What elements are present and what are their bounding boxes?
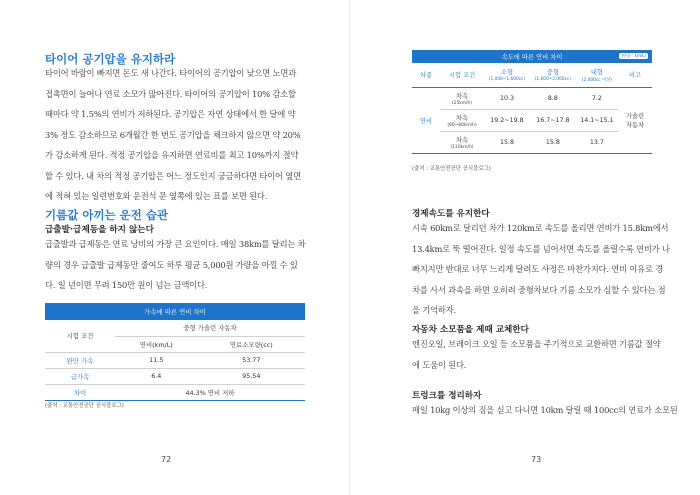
col-note: 비고 xyxy=(618,63,652,87)
page-number: 73 xyxy=(531,455,542,464)
col-group: 중형 가솔린 자동차 xyxy=(115,320,305,336)
cell: 8.8 xyxy=(530,87,576,109)
text-line: 매일 10kg 이상의 짐을 싣고 다니면 10km 달릴 때 100cc의 연료가 소모된 xyxy=(412,405,678,415)
note-line: 가솔린 xyxy=(625,113,645,120)
col-small xyxy=(484,63,530,87)
col-car-type: 차종 xyxy=(412,63,440,87)
note-cell xyxy=(618,87,652,153)
car-type-cell: 연비 xyxy=(412,87,440,153)
cell: 16.7~17.8 xyxy=(530,109,576,131)
col-name: 대형 xyxy=(590,68,603,76)
cond-label: 차속 xyxy=(455,136,469,144)
heading-tire-pressure: 타이어 공기압을 유지하라 xyxy=(45,52,176,66)
table-title xyxy=(412,50,652,63)
table-row xyxy=(45,352,305,368)
paragraph-economic-speed xyxy=(412,218,684,321)
speed-fuel-table xyxy=(412,50,652,154)
cell: 15.8 xyxy=(530,131,576,153)
text-line: 시속 60km로 달리던 차가 120km로 속도를 올리면 연비가 15.8km에서 xyxy=(412,223,669,233)
text-line: 을 기억하자. xyxy=(412,305,456,315)
cell: 14.1~15.1 xyxy=(576,109,618,131)
table-title-text: 속도에 따른 연비 차이 xyxy=(501,54,563,61)
text-line: 때마다 약 1.5%의 연비가 저하된다. 공기압은 자연 상태에서 한 달에 약 xyxy=(45,109,296,119)
text-line: 할 수 있다. 내 차의 적정 공기압은 어느 정도인지 궁금하다면 타이어 옆면 xyxy=(45,170,301,181)
cell: 15.8 xyxy=(484,131,530,153)
text-line: 접촉면이 늘어나 연료 소모가 많아진다. 타이어의 공기압이 10% 감소할 xyxy=(45,88,296,99)
col-medium xyxy=(530,63,576,87)
col-fuel-consumption: 연료소모량(cc) xyxy=(198,336,305,352)
text-line: 타이어 바람이 빠지면 돈도 새 나간다. 타이어의 공기압이 낮으면 노면과 xyxy=(45,68,297,78)
table-row xyxy=(412,87,652,109)
paragraph-clean-trunk xyxy=(412,400,684,421)
text-line: 다. 일 년이면 무려 150만 원이 넘는 금액이다. xyxy=(45,280,208,290)
text-line: 급출발과 급제동은 연료 낭비의 가장 큰 요인이다. 매일 38km를 달리는 차 xyxy=(45,239,306,249)
col-name: 소형 xyxy=(500,69,514,77)
col-condition: 시험 조건 xyxy=(440,63,484,87)
text-line: 13.4km로 뚝 떨어진다. 일정 속도를 넘어서면 속도를 올릴수록 연비가 나 xyxy=(412,243,670,254)
row-label: 급가속 xyxy=(45,368,115,384)
text-line: 엔진오일, 브레이크 오일 등 소모품을 주기적으로 교환하면 기름값 절약 xyxy=(412,339,661,349)
col-large xyxy=(576,63,618,87)
heading-driving-habits: 기름값 아끼는 운전 습관 xyxy=(45,208,169,222)
cell: 10.3 xyxy=(484,87,530,109)
note-line: 자동차 xyxy=(625,122,645,129)
table-row xyxy=(412,109,652,131)
heading-clean-trunk: 트렁크를 정리하자 xyxy=(412,391,482,401)
col-condition: 시험 조건 xyxy=(45,320,115,352)
cond-label: 차속 xyxy=(455,114,469,122)
table-row xyxy=(412,131,652,153)
text-line: 빠지지만 반대로 너무 느리게 달려도 사정은 마찬가지다. 연비 이유로 경 xyxy=(412,264,664,274)
cell: 13.7 xyxy=(576,131,618,153)
condition-cell xyxy=(440,109,484,131)
row-label: 차이 xyxy=(45,384,115,400)
text-line: 에 적혀 있는 일련번호와 운전석 문 옆쪽에 있는 표를 보면 된다. xyxy=(45,191,268,201)
paragraph-tire-pressure xyxy=(45,63,315,207)
text-line: 차를 사서 과속을 하면 오히려 중형차보다 기름 소모가 심할 수 있다는 점 xyxy=(412,284,666,295)
cond-label: 차속 xyxy=(455,92,469,100)
paragraph-replace-parts xyxy=(412,334,684,375)
cond-sub: (110km/h) xyxy=(450,144,474,150)
cell: 11.5 xyxy=(115,352,198,368)
condition-cell xyxy=(440,87,484,109)
cond-sub: (25km/h) xyxy=(451,100,473,106)
text-line: 에 도움이 된다. xyxy=(412,359,467,370)
cell: 19.2~19.8 xyxy=(484,109,530,131)
col-sub: (1,600~2,000cc) xyxy=(534,77,571,83)
cell: 95.54 xyxy=(198,368,305,384)
cell: 53.77 xyxy=(198,352,305,368)
paragraph-sudden-start xyxy=(45,234,315,296)
condition-cell xyxy=(440,131,484,153)
text-line: 3% 정도 감소하므로 6개월간 한 번도 공기압을 체크하지 않으면 약 20% xyxy=(45,129,301,140)
cell: 7.2 xyxy=(576,87,618,109)
table-row xyxy=(45,368,305,384)
table-row xyxy=(45,384,305,400)
col-name: 중형 xyxy=(546,69,559,77)
subheading-no-sudden-start: 급출발·급제동을 하지 않는다 xyxy=(45,225,154,235)
unit-badge: (단위 : km/L) xyxy=(621,53,646,58)
page-number: 72 xyxy=(161,455,172,464)
heading-replace-parts: 자동차 소모품을 제때 교체한다 xyxy=(412,325,529,335)
col-fuel-economy: 연비(km/L) xyxy=(115,336,198,352)
text-line: 가 감소하게 된다. 적정 공기압을 유지하면 연료비를 최고 10%까지 절약 xyxy=(45,150,299,160)
row-label: 완만 가속 xyxy=(45,352,115,368)
cell: 44.3% 연비 저하 xyxy=(115,384,305,400)
acceleration-fuel-table xyxy=(45,303,305,401)
heading-economic-speed: 경제속도를 유지한다 xyxy=(412,209,490,219)
col-sub: (2,000cc 이상) xyxy=(581,77,612,83)
col-sub: (1,000~1,600cc) xyxy=(488,77,526,83)
table-title: 가속에 따른 연비 차이 xyxy=(45,303,305,320)
text-line: 량의 경우 급출발 급제동만 줄여도 하루 평균 5,000원 가량을 아낄 수 있 xyxy=(45,259,298,270)
cell: 6.4 xyxy=(115,368,198,384)
source-note: (출처 : 교통안전공단 공식블로그) xyxy=(412,166,491,172)
source-note: (출처 : 교통안전공단 공식블로그) xyxy=(45,403,124,409)
cond-sub: (60~80km/h) xyxy=(447,122,477,128)
